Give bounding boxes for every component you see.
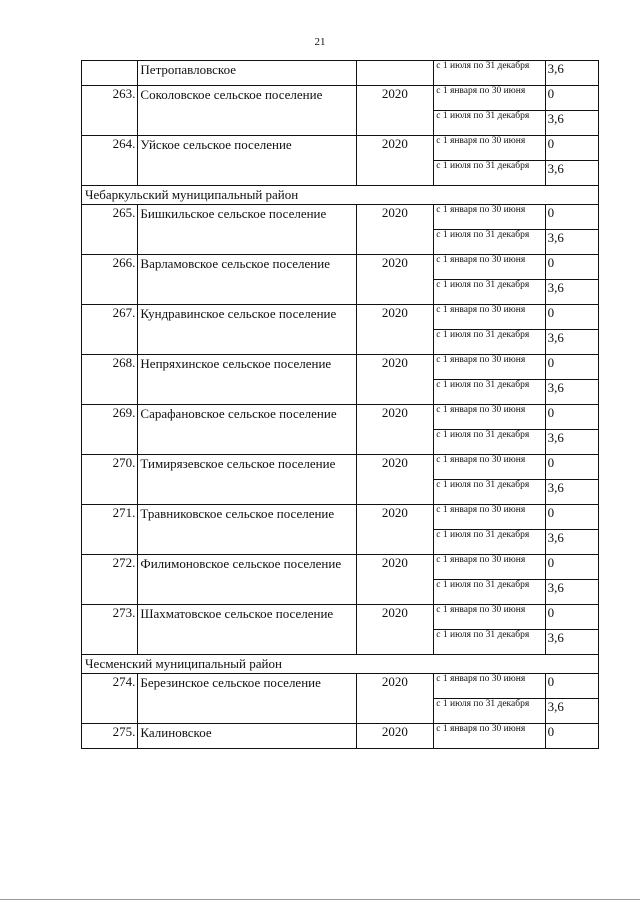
rate-cell: 0 [545, 724, 598, 749]
table-row [82, 355, 599, 380]
rate-cell: 3,6 [545, 161, 598, 186]
table-row [82, 724, 599, 749]
rate-cell: 3,6 [545, 111, 598, 136]
table-row [82, 605, 599, 630]
row-number [82, 61, 138, 86]
table-row [82, 455, 599, 480]
settlement-name: Сарафановское сельское поселение [138, 405, 356, 455]
row-number: 271. [82, 505, 138, 555]
row-number: 268. [82, 355, 138, 405]
rate-cell: 0 [545, 86, 598, 111]
rate-cell: 3,6 [545, 61, 598, 86]
row-number: 265. [82, 205, 138, 255]
rate-cell: 3,6 [545, 530, 598, 555]
district-name: Чебаркульский муниципальный район [82, 186, 599, 205]
table-row [82, 61, 599, 86]
settlement-name: Березинское сельское поселение [138, 674, 356, 724]
rate-cell: 3,6 [545, 630, 598, 655]
year-cell: 2020 [356, 674, 434, 724]
rate-cell: 3,6 [545, 280, 598, 305]
settlement-name: Непряхинское сельское поселение [138, 355, 356, 405]
rate-cell: 0 [545, 455, 598, 480]
table-row [82, 255, 599, 280]
period-cell: с 1 января по 30 июня [434, 86, 545, 111]
page-bottom-rule [0, 899, 640, 900]
rate-cell: 0 [545, 305, 598, 330]
row-number: 264. [82, 136, 138, 186]
period-cell: с 1 июля по 31 декабря [434, 699, 545, 724]
row-number: 263. [82, 86, 138, 136]
period-cell: с 1 июля по 31 декабря [434, 580, 545, 605]
year-cell: 2020 [356, 255, 434, 305]
period-cell: с 1 июля по 31 декабря [434, 161, 545, 186]
tax-rate-table [81, 60, 599, 749]
period-cell: с 1 июля по 31 декабря [434, 480, 545, 505]
rate-cell: 3,6 [545, 580, 598, 605]
row-number: 275. [82, 724, 138, 749]
settlement-name: Калиновское [138, 724, 356, 749]
period-cell: с 1 января по 30 июня [434, 455, 545, 480]
year-cell: 2020 [356, 86, 434, 136]
row-number: 269. [82, 405, 138, 455]
year-cell: 2020 [356, 305, 434, 355]
row-number: 273. [82, 605, 138, 655]
district-header-row [82, 655, 599, 674]
row-number: 270. [82, 455, 138, 505]
rate-cell: 0 [545, 136, 598, 161]
settlement-name: Соколовское сельское поселение [138, 86, 356, 136]
period-cell: с 1 июля по 31 декабря [434, 230, 545, 255]
period-cell: с 1 января по 30 июня [434, 355, 545, 380]
period-cell: с 1 июля по 31 декабря [434, 430, 545, 455]
year-cell: 2020 [356, 605, 434, 655]
rate-cell: 0 [545, 355, 598, 380]
period-cell: с 1 июля по 31 декабря [434, 530, 545, 555]
year-cell [356, 61, 434, 86]
district-header-row [82, 186, 599, 205]
period-cell: с 1 июля по 31 декабря [434, 380, 545, 405]
rate-cell: 0 [545, 605, 598, 630]
row-number: 274. [82, 674, 138, 724]
rate-cell: 3,6 [545, 230, 598, 255]
table-row [82, 674, 599, 699]
settlement-name: Травниковское сельское поселение [138, 505, 356, 555]
table-body [82, 61, 599, 749]
period-cell: с 1 июля по 31 декабря [434, 330, 545, 355]
row-number: 272. [82, 555, 138, 605]
rate-cell: 0 [545, 555, 598, 580]
period-cell: с 1 января по 30 июня [434, 405, 545, 430]
settlement-name: Шахматовское сельское поселение [138, 605, 356, 655]
settlement-name: Бишкильское сельское поселение [138, 205, 356, 255]
period-cell: с 1 июля по 31 декабря [434, 630, 545, 655]
rate-cell: 3,6 [545, 430, 598, 455]
year-cell: 2020 [356, 136, 434, 186]
period-cell: с 1 июля по 31 декабря [434, 280, 545, 305]
page-number: 21 [314, 36, 326, 48]
rate-cell: 0 [545, 405, 598, 430]
period-cell: с 1 января по 30 июня [434, 255, 545, 280]
settlement-name: Тимирязевское сельское поселение [138, 455, 356, 505]
settlement-name: Кундравинское сельское поселение [138, 305, 356, 355]
table-row [82, 205, 599, 230]
rate-cell: 3,6 [545, 699, 598, 724]
table-row [82, 555, 599, 580]
period-cell: с 1 января по 30 июня [434, 555, 545, 580]
year-cell: 2020 [356, 455, 434, 505]
year-cell: 2020 [356, 205, 434, 255]
row-number: 267. [82, 305, 138, 355]
year-cell: 2020 [356, 724, 434, 749]
rate-cell: 3,6 [545, 380, 598, 405]
period-cell: с 1 июля по 31 декабря [434, 61, 545, 86]
year-cell: 2020 [356, 355, 434, 405]
table-row [82, 505, 599, 530]
rate-cell: 0 [545, 255, 598, 280]
table-row [82, 405, 599, 430]
rate-cell: 0 [545, 674, 598, 699]
rate-cell: 3,6 [545, 330, 598, 355]
rate-cell: 3,6 [545, 480, 598, 505]
period-cell: с 1 января по 30 июня [434, 205, 545, 230]
period-cell: с 1 января по 30 июня [434, 305, 545, 330]
table-row [82, 305, 599, 330]
period-cell: с 1 января по 30 июня [434, 674, 545, 699]
period-cell: с 1 января по 30 июня [434, 724, 545, 749]
district-name: Чесменский муниципальный район [82, 655, 599, 674]
period-cell: с 1 июля по 31 декабря [434, 111, 545, 136]
period-cell: с 1 января по 30 июня [434, 505, 545, 530]
settlement-name: Варламовское сельское поселение [138, 255, 356, 305]
year-cell: 2020 [356, 405, 434, 455]
table-row [82, 86, 599, 111]
period-cell: с 1 января по 30 июня [434, 136, 545, 161]
year-cell: 2020 [356, 505, 434, 555]
year-cell: 2020 [356, 555, 434, 605]
rate-cell: 0 [545, 505, 598, 530]
row-number: 266. [82, 255, 138, 305]
settlement-name: Петропавловское [138, 61, 356, 86]
rate-cell: 0 [545, 205, 598, 230]
table-row [82, 136, 599, 161]
settlement-name: Уйское сельское поселение [138, 136, 356, 186]
settlement-name: Филимоновское сельское поселение [138, 555, 356, 605]
period-cell: с 1 января по 30 июня [434, 605, 545, 630]
